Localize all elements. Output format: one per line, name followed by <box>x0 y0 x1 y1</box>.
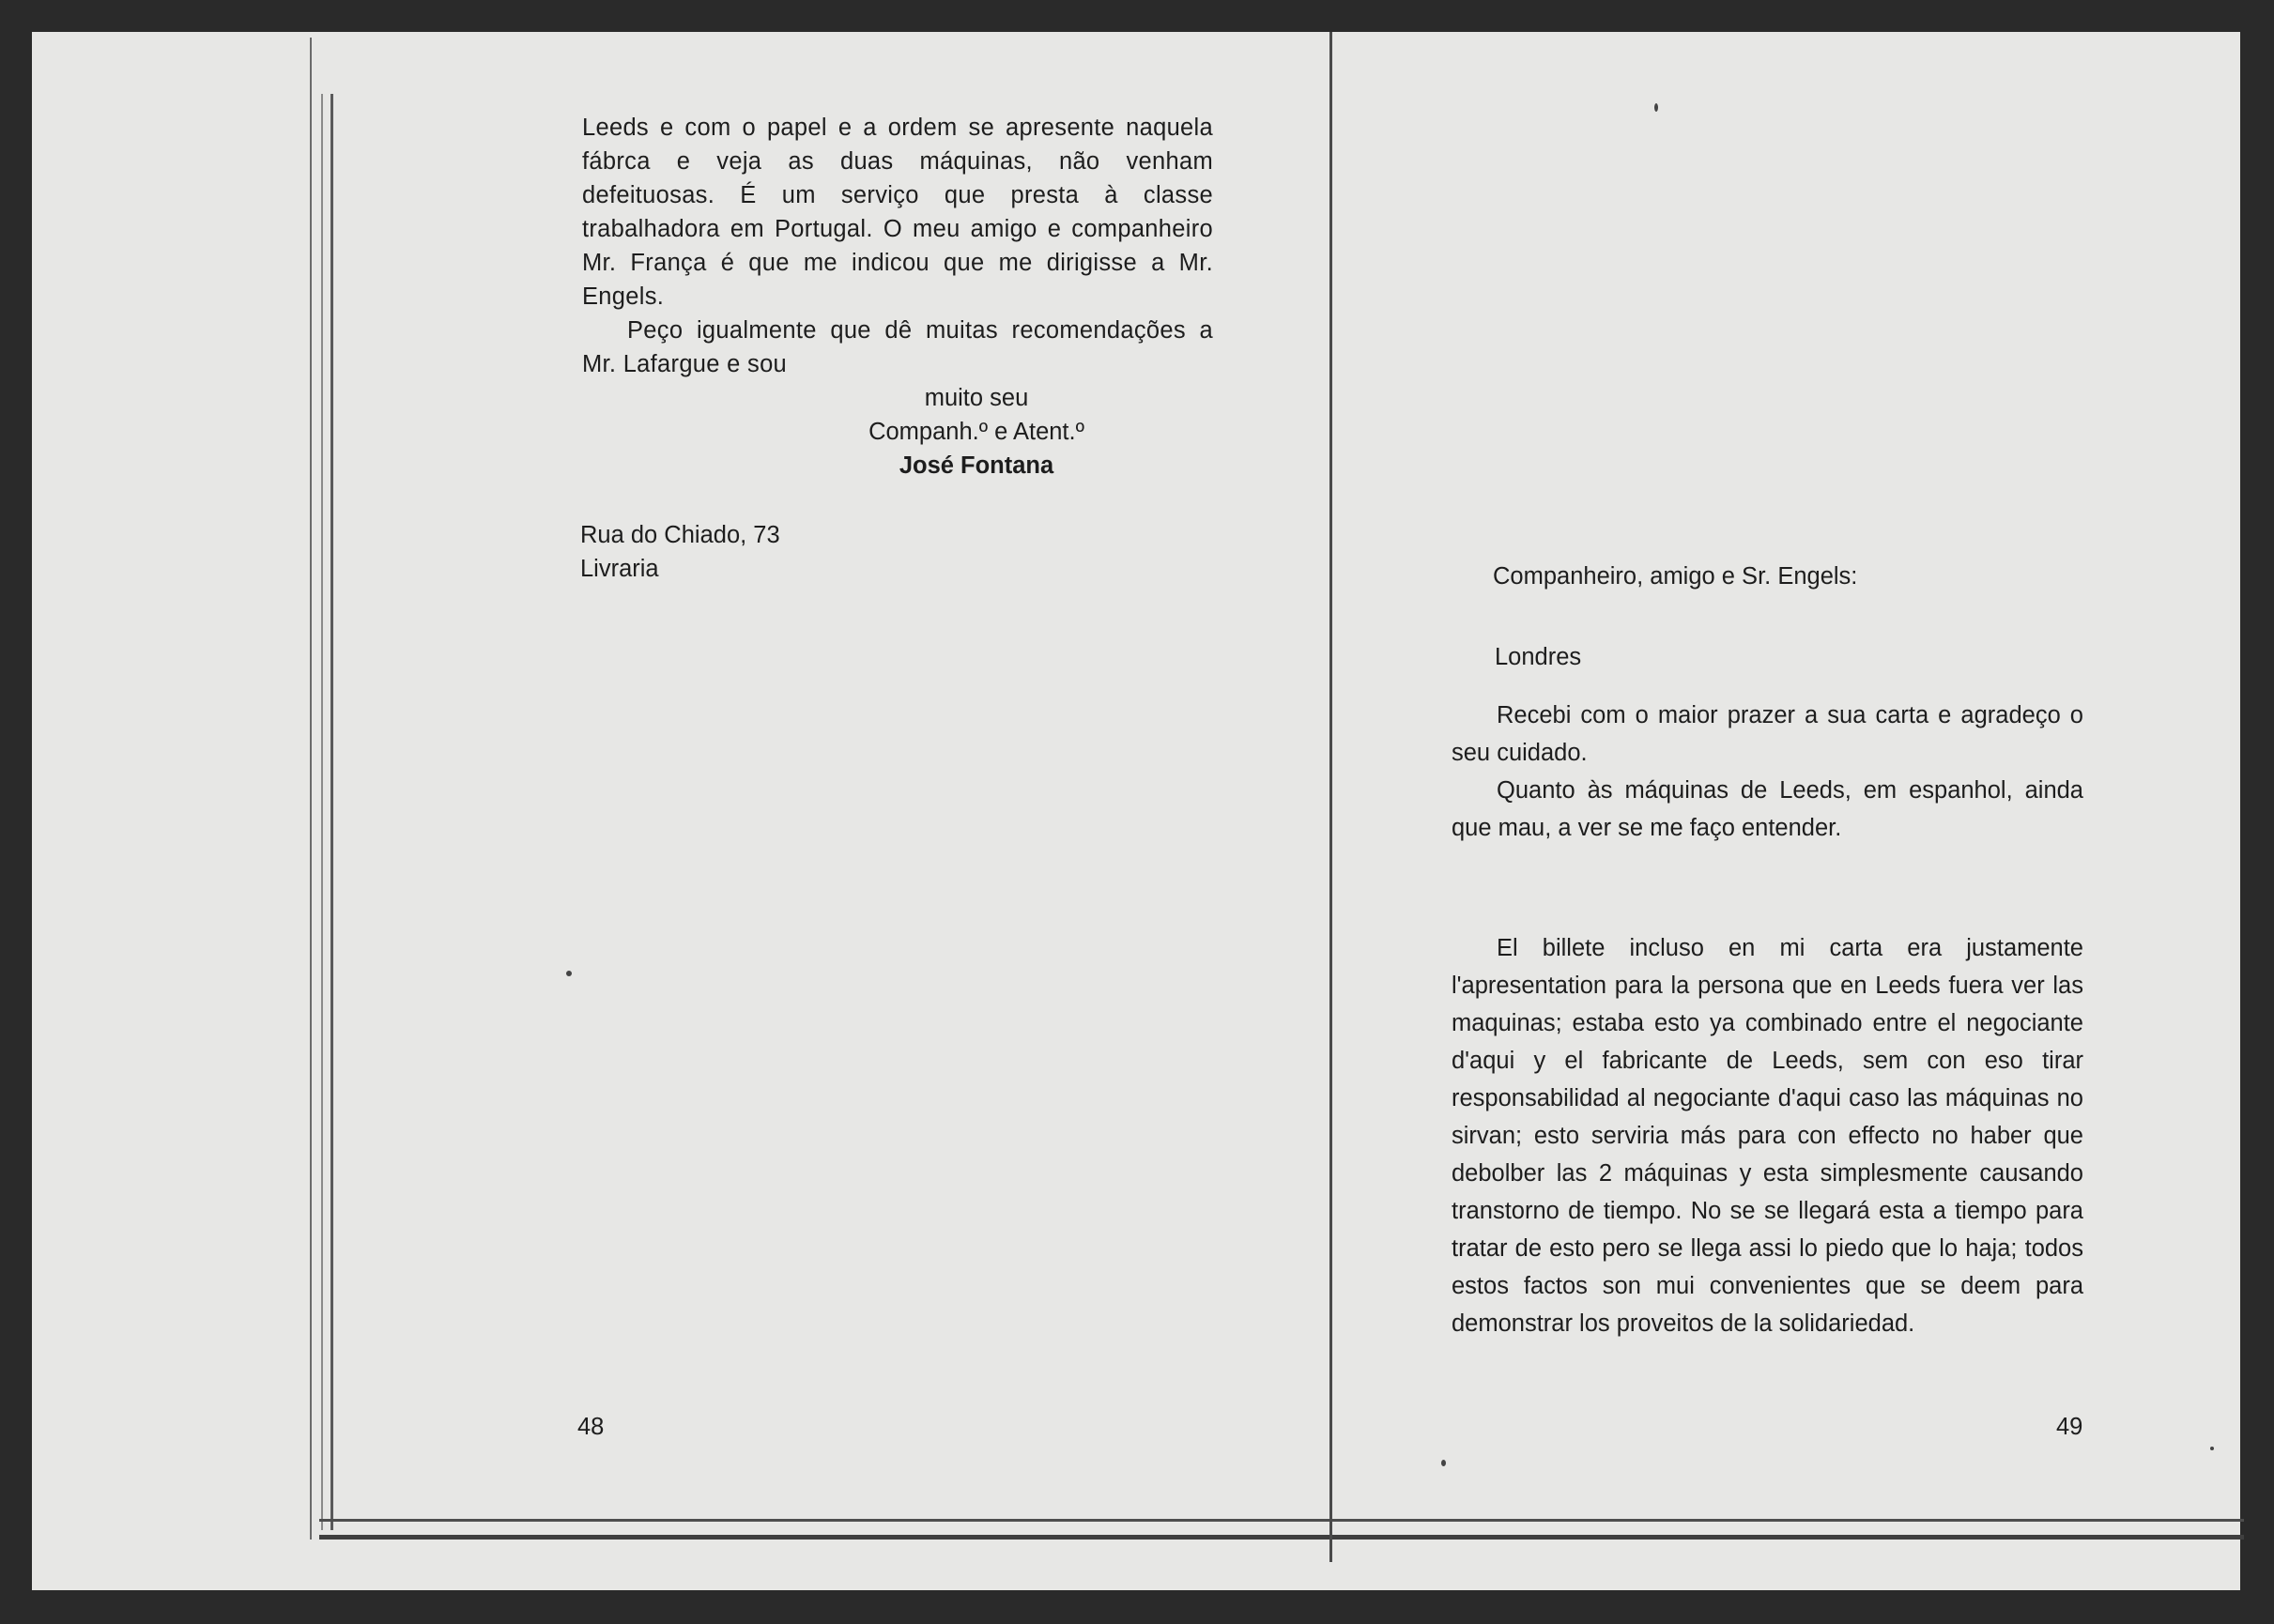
page-number-right: 49 <box>2056 1414 2083 1440</box>
right-paragraphs-top <box>1452 697 2083 847</box>
address <box>580 518 780 586</box>
closing-line-2: Companh.º e Atent.º <box>868 419 1084 445</box>
bottom-page-edge <box>319 1519 2244 1540</box>
signature: José Fontana <box>899 452 1054 479</box>
right-paragraph-3: El billete incluso en mi carta era justamente l'apresentation para la persona que en Leeds fuera ver las maquinas; estaba esto ya combinado entre el negociante d'aqui y el fabricante de Leeds, sem con eso tirar responsabilidad al negociante d'aqui caso las máquinas no sirvan; esto serviria más para con effecto no haber que debolber las 2 máquinas y esta simplesmente causando transtorno de tiempo. No se se llegará esta a tiempo para tratar de esto pero se llega assi lo piedo que lo haja; todos estos factos son mui convenientes que se deem para demonstrar los proveitos de la solidariedad. <box>1452 935 2083 1337</box>
scan-speck <box>1654 103 1658 112</box>
scan-speck <box>1441 1460 1446 1466</box>
left-paragraph-1: Leeds e com o papel e a ordem se apresente naquela fábrca e veja as duas máquinas, não venham defeituosas. É um serviço que presta à classe trabalhadora em Portugal. O meu amigo e companheiro Mr. França é que me indicou que me dirigisse a Mr. Engels. <box>582 115 1213 310</box>
address-line-2: Livraria <box>580 556 659 582</box>
right-paragraph-3-block <box>1452 929 2083 1342</box>
book-gutter <box>1329 32 1332 1562</box>
left-page <box>582 111 1213 483</box>
address-line-1: Rua do Chiado, 73 <box>580 522 780 548</box>
right-paragraph-1: Recebi com o maior prazer a sua carta e agradeço o seu cuidado. <box>1452 702 2083 766</box>
page-number-left: 48 <box>577 1414 605 1440</box>
greeting: Companheiro, amigo e Sr. Engels: <box>1493 563 1858 590</box>
scan-speck <box>566 971 572 976</box>
scan-speck <box>2210 1447 2214 1450</box>
left-paragraph-2: Peço igualmente que dê muitas recomendações a Mr. Lafargue e sou <box>582 317 1213 377</box>
left-page-edge <box>310 38 349 1540</box>
city-heading: Londres <box>1495 644 1582 670</box>
closing-block <box>836 381 1117 483</box>
closing-line-1: muito seu <box>924 385 1029 411</box>
right-paragraph-2: Quanto às máquinas de Leeds, em espanhol, ainda que mau, a ver se me faço entender. <box>1452 777 2083 841</box>
